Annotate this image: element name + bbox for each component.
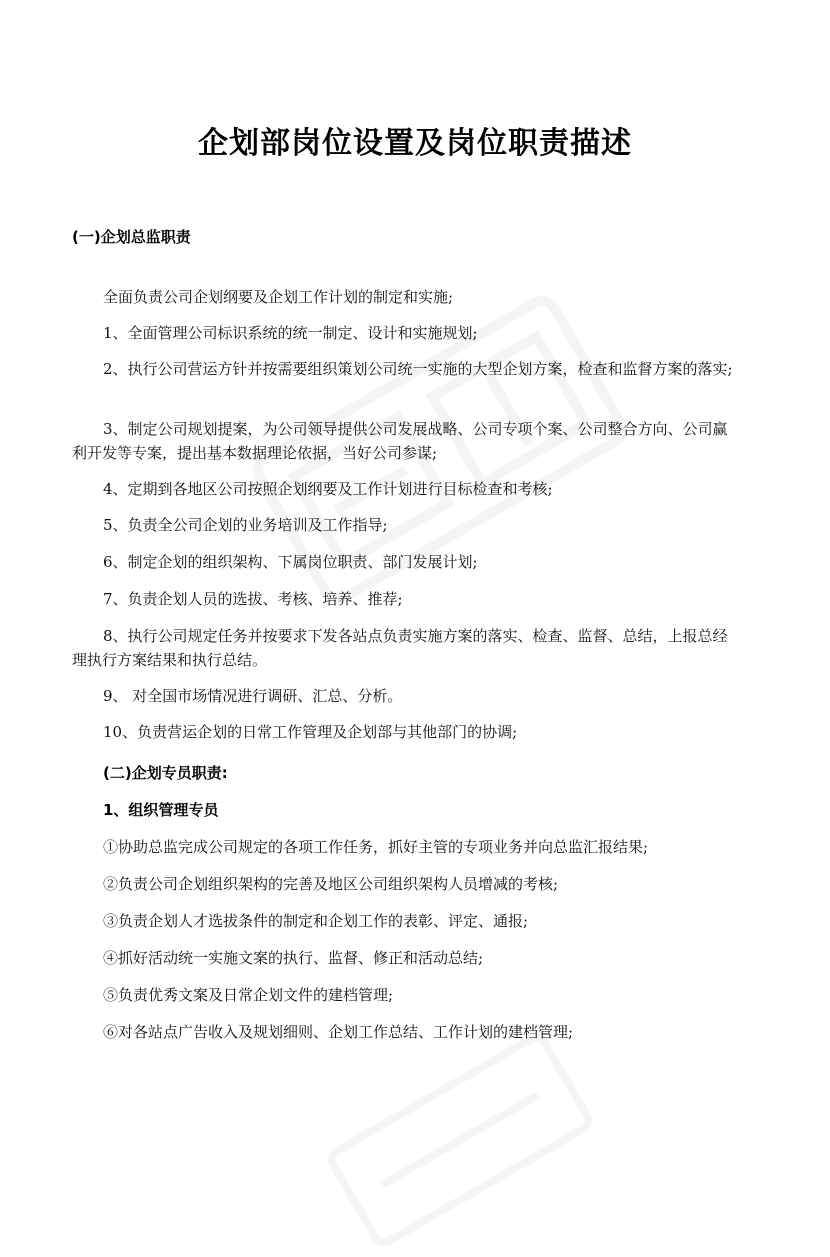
list-item: 7、负责企划人员的选拔、考核、培养、推荐; [103, 590, 403, 608]
list-item: 2、执行公司营运方针并按需要组织策划公司统一实施的大型企划方案，检查和监督方案的落实; [103, 360, 733, 378]
list-item: ③负责企划人才选拔条件的制定和企划工作的表彰、评定、通报; [103, 912, 529, 930]
list-item: 8、执行公司规定任务并按要求下发各站点负责实施方案的落实、检查、监督、总结，上报总经理执行方案结果和执行总结。 [72, 627, 728, 669]
section-intro: 全面负责公司企划纲要及企划工作计划的制定和实施; [103, 288, 454, 306]
list-item: ⑤负责优秀文案及日常企划文件的建档管理; [103, 986, 394, 1004]
section-heading-director: (一)企划总监职责 [72, 228, 191, 246]
list-item: 1、全面管理公司标识系统的统一制定、设计和实施规划; [103, 324, 478, 342]
section-heading-specialist: (二)企划专员职责: [103, 764, 228, 782]
list-item: ①协助总监完成公司规定的各项工作任务，抓好主管的专项业务并向总监汇报结果; [103, 838, 649, 856]
list-item: ②负责公司企划组织架构的完善及地区公司组织架构人员增减的考核; [103, 875, 559, 893]
list-item: 3、制定公司规划提案，为公司领导提供公司发展战略、公司专项个案、公司整合方向、公司赢利开发等专案，提出基本数据理论依据，当好公司参谋; [72, 420, 728, 462]
list-item: 10、负责营运企划的日常工作管理及企划部与其他部门的协调; [103, 723, 518, 741]
list-item: ⑥对各站点广告收入及规划细则、企划工作总结、工作计划的建档管理; [103, 1023, 574, 1041]
stamp-watermark-icon [317, 1023, 602, 1257]
sub-heading-org-management: 1、组织管理专员 [103, 801, 219, 819]
page-title: 企划部岗位设置及岗位职责描述 [198, 126, 632, 161]
list-item: 6、制定企划的组织架构、下属岗位职责、部门发展计划; [103, 553, 478, 571]
list-item: ④抓好活动统一实施文案的执行、监督、修正和活动总结; [103, 949, 484, 967]
list-item: 4、定期到各地区公司按照企划纲要及工作计划进行目标检查和考核; [103, 480, 553, 498]
list-item: 5、负责全公司企划的业务培训及工作指导; [103, 516, 388, 534]
list-item: 9、 对全国市场情况进行调研、汇总、分析。 [103, 687, 403, 705]
